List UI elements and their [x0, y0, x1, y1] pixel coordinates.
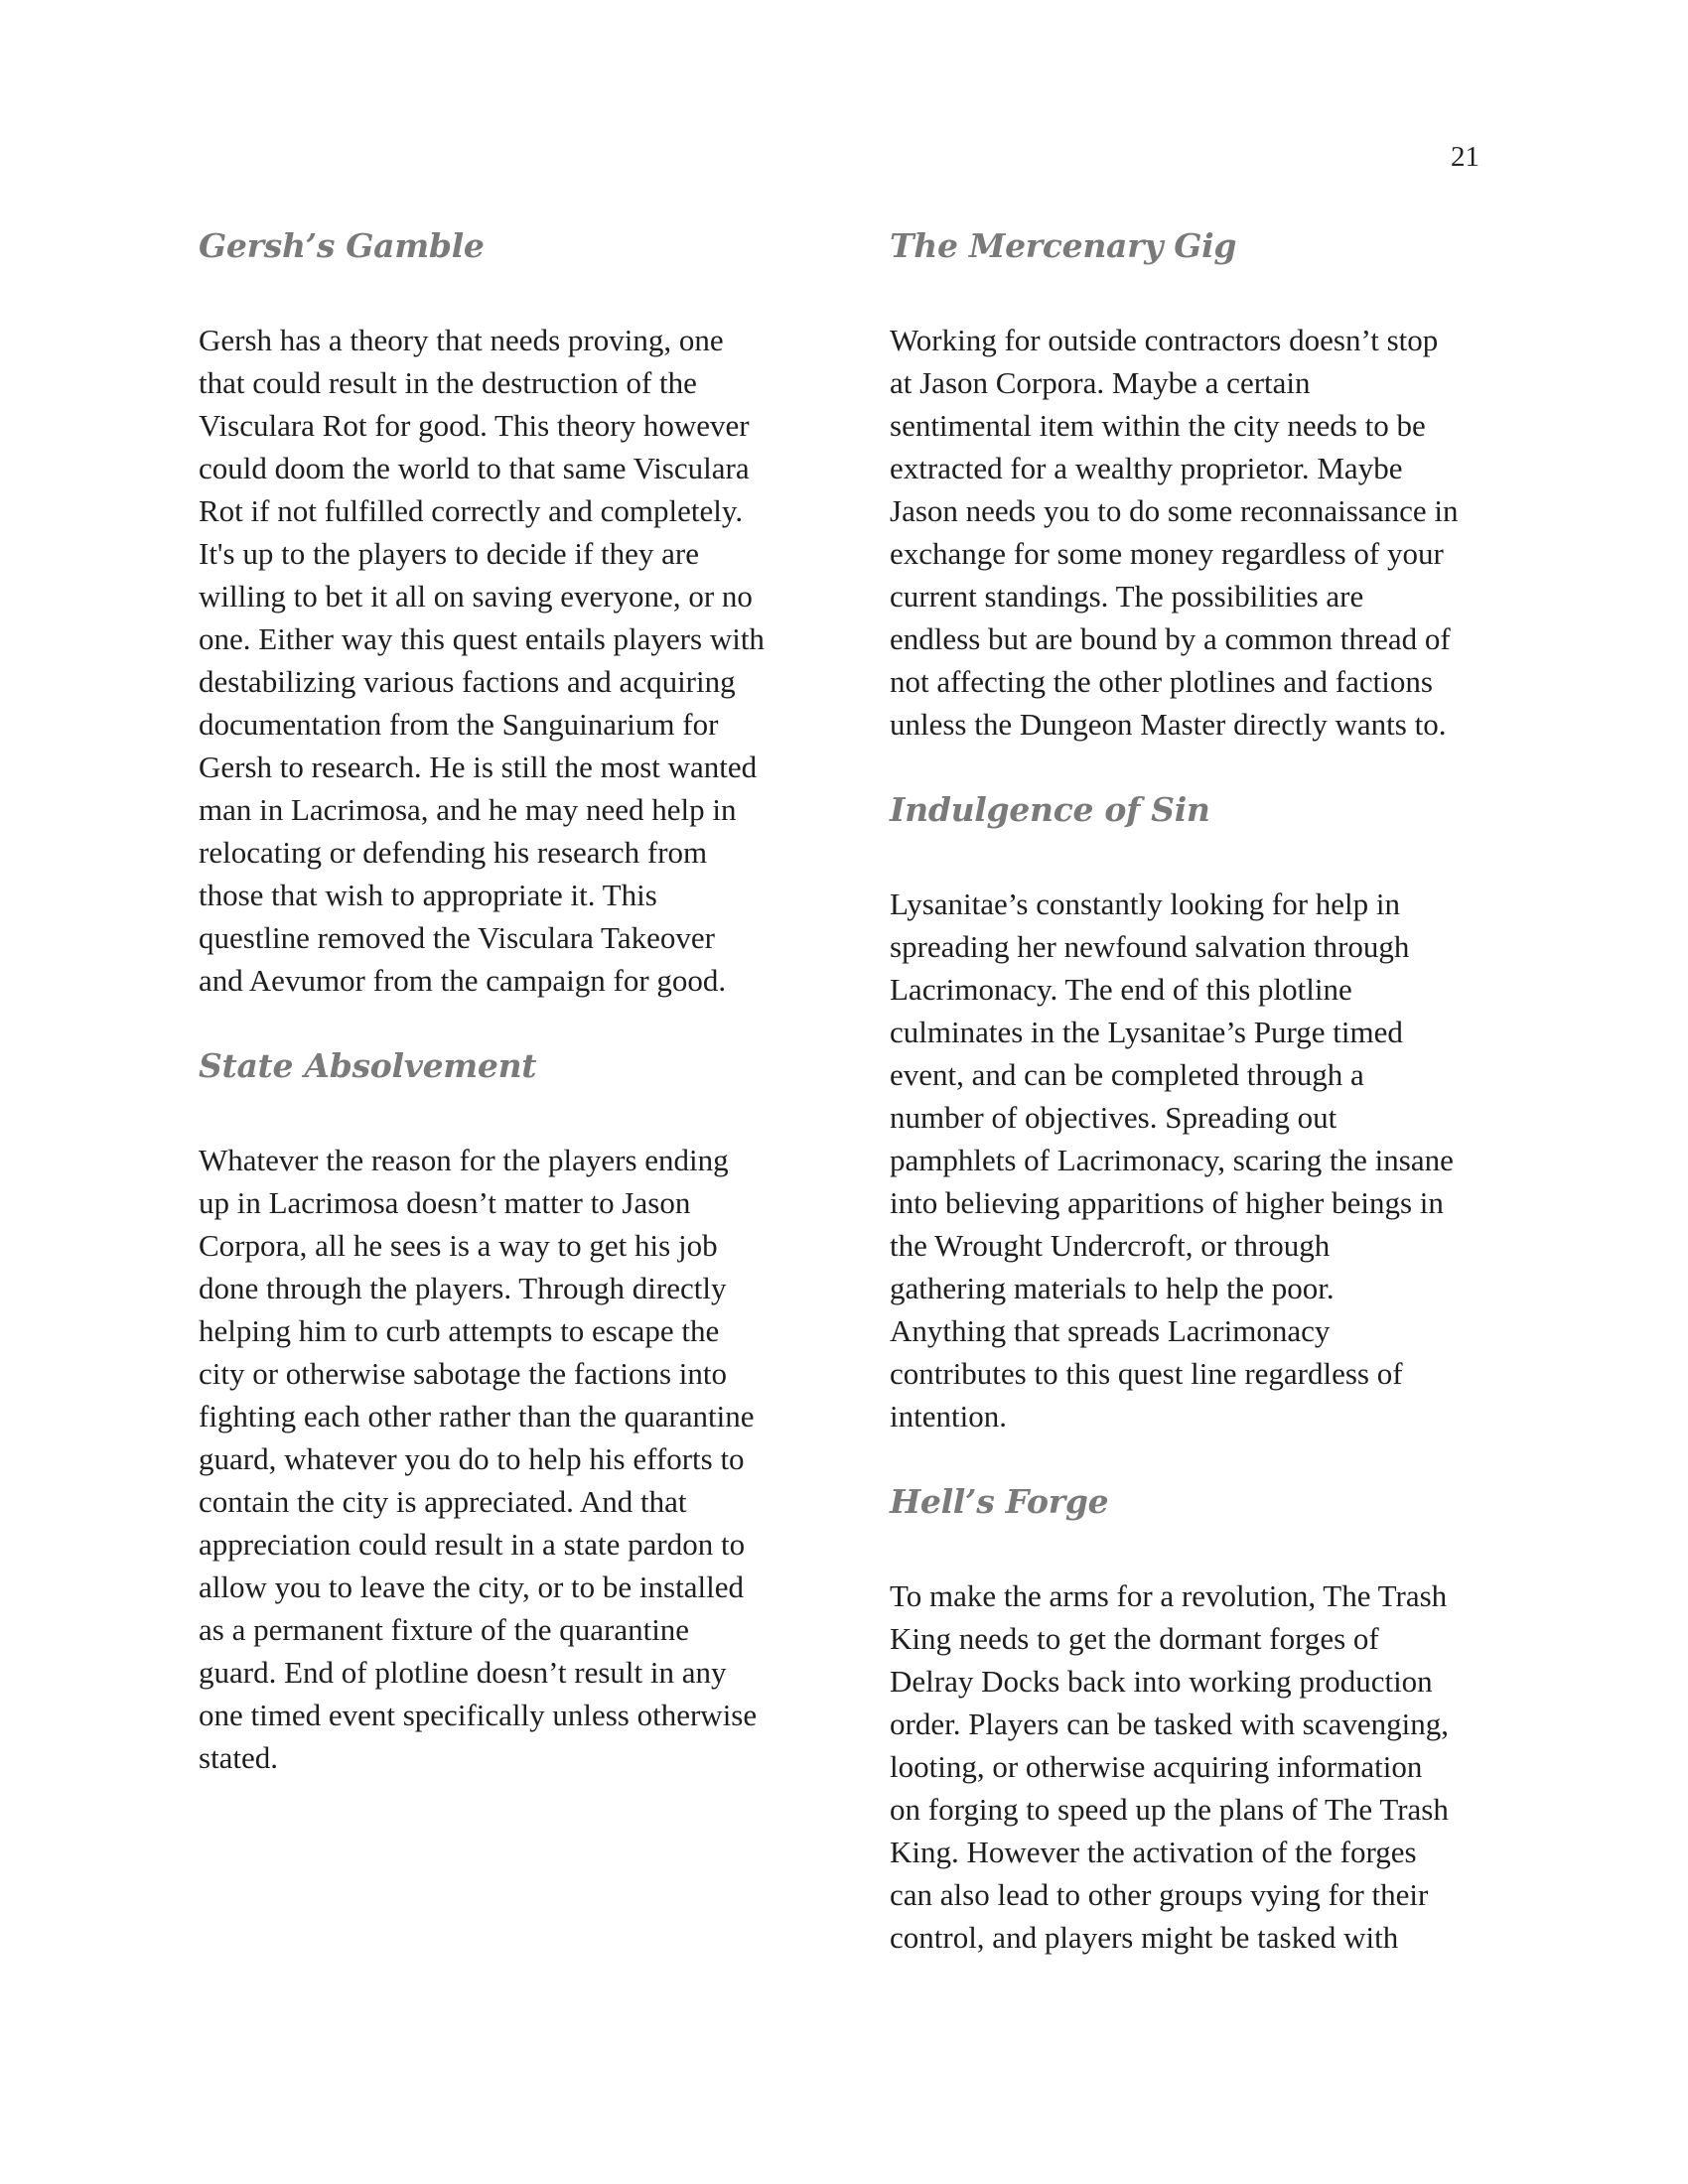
text-line: current standings. The possibilities are	[890, 579, 1364, 614]
text-line: intention.	[890, 1399, 1007, 1433]
text-line: order. Players can be tasked with scavenging,	[890, 1706, 1449, 1741]
text-line: sentimental item within the city needs to be	[890, 408, 1426, 443]
text-line: at Jason Corpora. Maybe a certain	[890, 365, 1311, 400]
text-line: could doom the world to that same Visculara	[199, 451, 750, 485]
section-title: Indulgence of Sin	[890, 790, 1210, 829]
text-line: can also lead to other groups vying for their	[890, 1877, 1429, 1912]
text-line: done through the players. Through directly	[199, 1271, 727, 1305]
text-line: not affecting the other plotlines and factions	[890, 664, 1433, 699]
text-line: King needs to get the dormant forges of	[890, 1621, 1379, 1656]
text-line: endless but are bound by a common thread of	[890, 621, 1451, 656]
text-line: destabilizing various factions and acquiring	[199, 664, 736, 699]
text-line: number of objectives. Spreading out	[890, 1100, 1337, 1135]
section-body	[890, 883, 1510, 1437]
text-line: those that wish to appropriate it. This	[199, 878, 657, 912]
section-indulgence-of-sin	[890, 782, 1510, 1437]
text-line: pamphlets of Lacrimonacy, scaring the insane	[890, 1143, 1454, 1177]
text-line: fighting each other rather than the quarantine	[199, 1399, 755, 1433]
text-line: helping him to curb attempts to escape the	[199, 1313, 720, 1348]
text-line: Viscularа Rot for good. This theory however	[199, 408, 750, 443]
text-line: contributes to this quest line regardless of	[890, 1356, 1403, 1391]
text-line: Anything that spreads Lacrimonacy	[890, 1313, 1331, 1348]
section-title: The Mercenary Gig	[890, 226, 1237, 265]
text-line: Gersh has a theory that needs proving, one	[199, 323, 724, 357]
text-line: control, and players might be tasked with	[890, 1920, 1399, 1955]
text-line: It's up to the players to decide if they are	[199, 536, 699, 571]
section-title: Hell’s Forge	[890, 1482, 1109, 1521]
text-line: one. Either way this quest entails players with	[199, 621, 765, 656]
text-line: gathering materials to help the poor.	[890, 1271, 1335, 1305]
page-number: 21	[1451, 141, 1479, 173]
text-line: exchange for some money regardless of your	[890, 536, 1444, 571]
section-body	[199, 319, 819, 1002]
section-state-absolvement	[199, 1038, 819, 1779]
right-column	[890, 218, 1510, 1995]
section-title: State Absolvement	[199, 1046, 537, 1085]
text-line: Corpora, all he sees is a way to get his job	[199, 1228, 718, 1263]
text-line: and Aevumor from the campaign for good.	[199, 963, 727, 998]
text-line: the Wrought Undercroft, or through	[890, 1228, 1331, 1263]
text-line: Delray Docks back into working production	[890, 1664, 1433, 1699]
section-body	[199, 1139, 819, 1779]
text-line: on forging to speed up the plans of The Trash	[890, 1792, 1449, 1827]
text-line: that could result in the destruction of the	[199, 365, 697, 400]
left-column	[199, 218, 819, 1816]
text-line: Lacrimonacy. The end of this plotline	[890, 972, 1352, 1007]
text-line: relocating or defending his research from	[199, 835, 708, 870]
text-line: Gersh to research. He is still the most wanted	[199, 750, 758, 784]
section-title: Gersh’s Gamble	[199, 226, 485, 265]
text-line: appreciation could result in a state pardon to	[199, 1527, 746, 1562]
text-line: To make the arms for a revolution, The Trash	[890, 1578, 1448, 1613]
text-line: Rot if not fulfilled correctly and completely.	[199, 493, 744, 528]
text-line: extracted for a wealthy proprietor. Maybe	[890, 451, 1403, 485]
text-line: Working for outside contractors doesn’t stop	[890, 323, 1439, 357]
text-line: man in Lacrimosa, and he may need help in	[199, 792, 737, 827]
section-the-mercenary-gig	[890, 218, 1510, 746]
text-line: culminates in the Lysanitae’s Purge timed	[890, 1015, 1403, 1049]
text-line: contain the city is appreciated. And that	[199, 1484, 687, 1519]
text-line: up in Lacrimosa doesn’t matter to Jason	[199, 1185, 691, 1220]
text-line: looting, or otherwise acquiring information	[890, 1749, 1423, 1784]
text-line: unless the Dungeon Master directly wants to.	[890, 707, 1447, 742]
text-line: Whatever the reason for the players ending	[199, 1143, 729, 1177]
text-line: Jason needs you to do some reconnaissance in	[890, 493, 1459, 528]
text-line: into believing apparitions of higher beings in	[890, 1185, 1444, 1220]
text-line: event, and can be completed through a	[890, 1057, 1364, 1092]
text-line: as a permanent fixture of the quarantine	[199, 1612, 690, 1647]
text-line: willing to bet it all on saving everyone, or no	[199, 579, 753, 614]
section-gershs-gamble	[199, 218, 819, 1002]
section-body	[890, 1574, 1510, 1959]
text-line: city or otherwise sabotage the factions into	[199, 1356, 728, 1391]
text-line: stated.	[199, 1740, 279, 1775]
text-line: allow you to leave the city, or to be installed	[199, 1570, 744, 1604]
text-line: guard, whatever you do to help his efforts to	[199, 1441, 745, 1476]
text-line: one timed event specifically unless otherwise	[199, 1698, 758, 1732]
text-line: questline removed the Visculara Takeover	[199, 920, 715, 955]
section-hells-forge	[890, 1474, 1510, 1959]
text-line: documentation from the Sanguinarium for	[199, 707, 719, 742]
text-line: guard. End of plotline doesn’t result in any	[199, 1655, 727, 1690]
text-line: Lysanitae’s constantly looking for help in	[890, 887, 1400, 921]
section-body	[890, 319, 1510, 746]
text-line: King. However the activation of the forges	[890, 1835, 1417, 1869]
text-line: spreading her newfound salvation through	[890, 929, 1410, 964]
